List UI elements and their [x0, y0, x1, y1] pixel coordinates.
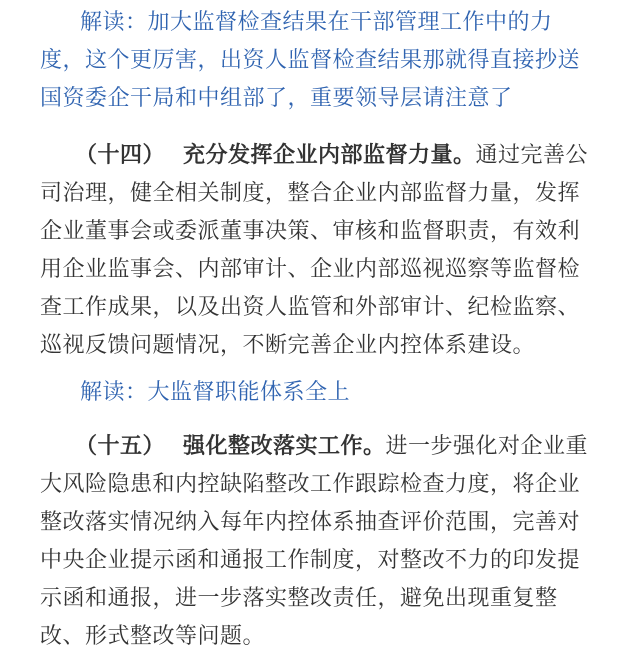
clause-number: （十五）	[75, 434, 166, 459]
text-line: 司治理，健全相关制度，整合企业内部监督力量，发挥	[40, 181, 581, 206]
text-line: 解读：加大监督检查结果在干部管理工作中的力	[80, 10, 553, 35]
clause-first-line	[75, 141, 588, 171]
clause-heading: 强化整改落实工作。	[183, 434, 386, 459]
text-line: 解读：大监督职能体系全上	[80, 380, 351, 405]
text-line: 整改落实情况纳入每年内控体系抽查评价范围，完善对	[40, 510, 581, 535]
text-line: 改、形式整改等问题。	[40, 624, 266, 649]
text-line: 企业董事会或委派董事决策、审核和监督职责，有效利	[40, 219, 581, 244]
text-line: 度，这个更厉害，出资人监督检查结果那就得直接抄送	[40, 48, 581, 73]
clause-number: （十四）	[75, 143, 166, 168]
text-line: 查工作成果，以及出资人监管和外部审计、纪检监察、	[40, 295, 581, 320]
text-line: 用企业监事会、内部审计、企业内部巡视巡察等监督检	[40, 257, 581, 282]
text-line: 巡视反馈问题情况，不断完善企业内控体系建设。	[40, 333, 536, 358]
clause-text: 通过完善公	[475, 143, 589, 168]
clause-first-line	[75, 432, 588, 462]
clause-text: 进一步强化对企业重	[385, 434, 589, 459]
text-line: 国资委企干局和中组部了，重要领导层请注意了	[40, 86, 513, 111]
clause-heading: 充分发挥企业内部监督力量。	[183, 143, 476, 168]
text-line: 示函和通报，进一步落实整改责任，避免出现重复整	[40, 586, 558, 611]
text-line: 中央企业提示函和通报工作制度，对整改不力的印发提	[40, 548, 581, 573]
text-line: 大风险隐患和内控缺陷整改工作跟踪检查力度，将企业	[40, 472, 581, 497]
